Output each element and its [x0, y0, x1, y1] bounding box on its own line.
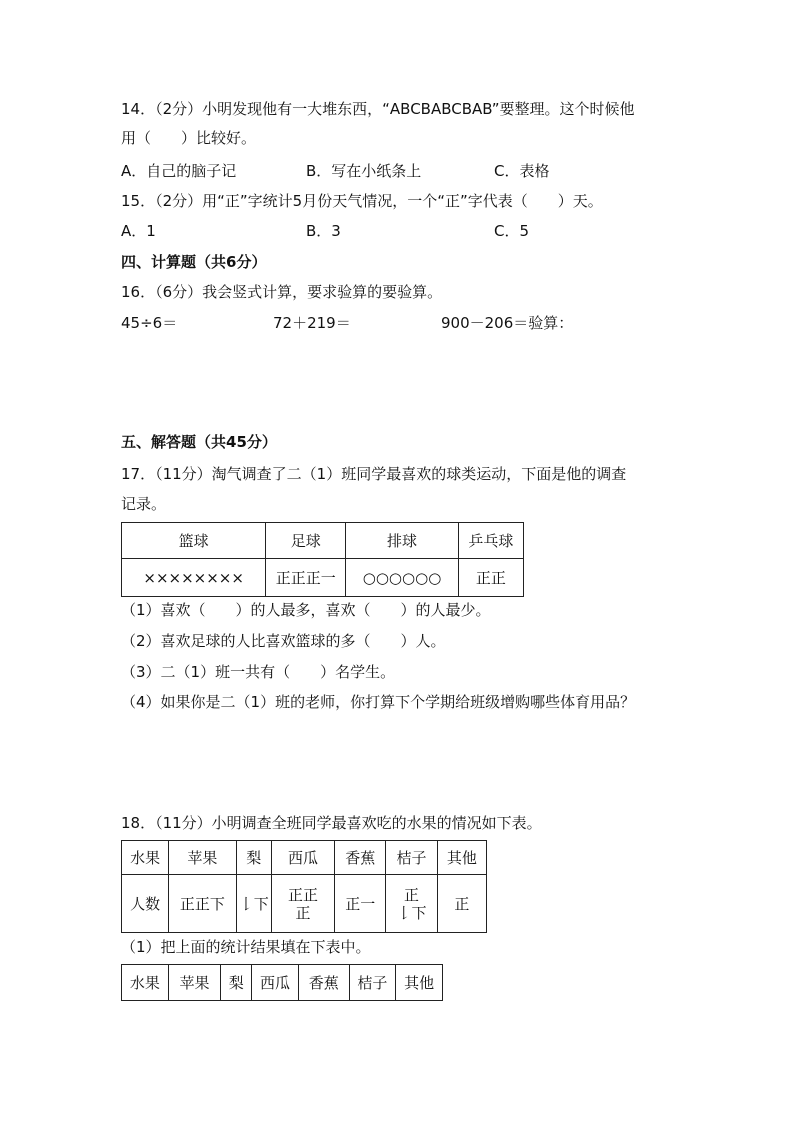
q18-tally-banana: 正一 — [335, 875, 386, 933]
q16-expr-1: 45÷6＝ — [121, 314, 178, 332]
q14-option-c: C．表格 — [494, 162, 550, 180]
q18-tally-apple: 正正下 — [169, 875, 236, 933]
q17-header-volleyball: 排球 — [346, 523, 458, 559]
q18-table2-header-fruit: 水果 — [122, 965, 169, 1001]
q18-header-banana: 香蕉 — [335, 841, 386, 875]
q18-table2-header-watermelon: 西瓜 — [252, 965, 299, 1001]
q17-cell-football: 正正正一 — [266, 559, 346, 597]
q18-table2-header-other: 其他 — [396, 965, 443, 1001]
q17-header-basketball: 篮球 — [122, 523, 266, 559]
q14-option-b: B．写在小纸条上 — [306, 162, 422, 180]
q18-table2-header-banana: 香蕉 — [298, 965, 349, 1001]
q18-header-fruit: 水果 — [122, 841, 169, 875]
q18-sub-1: （1）把上面的统计结果填在下表中。 — [121, 938, 371, 956]
q17-table — [121, 522, 524, 597]
q18-table2-header-apple: 苹果 — [168, 965, 221, 1001]
q17-table-header-row — [122, 523, 524, 559]
q16-line1: 16．（6分）我会竖式计算，要求验算的要验算。 — [121, 283, 443, 301]
q18-table2-header-row — [122, 965, 443, 1001]
q17-line2: 记录。 — [121, 495, 167, 513]
q17-table-data-row — [122, 559, 524, 597]
q18-header-pear: 梨 — [236, 841, 271, 875]
q16-expr-3: 900－206＝验算： — [441, 314, 574, 332]
q16-expr-2: 72＋219＝ — [273, 314, 351, 332]
q18-header-apple: 苹果 — [169, 841, 236, 875]
q17-cell-pingpong: 正正 — [458, 559, 523, 597]
q18-table-data-row — [122, 875, 487, 933]
q17-header-pingpong: 乒乓球 — [458, 523, 523, 559]
q18-line1: 18．（11分）小明调查全班同学最喜欢吃的水果的情况如下表。 — [121, 814, 542, 832]
q15-line1: 15．（2分）用“正”字统计5月份天气情况，一个“正”字代表（ ）天。 — [121, 192, 603, 210]
q18-tally-other: 正 — [437, 875, 486, 933]
q14-option-a: A．自己的脑子记 — [121, 162, 237, 180]
q17-sub-3: （3）二（1）班一共有（ ）名学生。 — [121, 663, 396, 681]
section5-title: 五、解答题（共45分） — [121, 433, 277, 451]
q15-option-a: A．1 — [121, 222, 156, 240]
q18-tally-watermelon: 正正 正 — [271, 875, 334, 933]
q18-header-watermelon: 西瓜 — [271, 841, 334, 875]
q17-line1: 17．（11分）淘气调查了二（1）班同学最喜欢的球类运动，下面是他的调查 — [121, 465, 627, 483]
q14-line2: 用（ ）比较好。 — [121, 129, 257, 147]
q14-line1: 14．（2分）小明发现他有一大堆东西，“ABCBABCBAB”要整理。这个时候他 — [121, 100, 635, 118]
q18-tally-orange: 正 𠄌下 — [386, 875, 437, 933]
q15-option-b: B．3 — [306, 222, 341, 240]
q18-table2-header-orange: 桔子 — [349, 965, 396, 1001]
q17-sub-4: （4）如果你是二（1）班的老师，你打算下个学期给班级增购哪些体育用品？ — [121, 693, 636, 711]
q15-option-c: C．5 — [494, 222, 530, 240]
q17-header-football: 足球 — [266, 523, 346, 559]
q17-cell-volleyball: ○○○○○○ — [346, 559, 458, 597]
q18-header-other: 其他 — [437, 841, 486, 875]
q18-header-orange: 桔子 — [386, 841, 437, 875]
q18-table2 — [121, 964, 443, 1001]
q17-sub-1: （1）喜欢（ ）的人最多，喜欢（ ）的人最少。 — [121, 601, 491, 619]
q17-cell-basketball: ×××××××× — [122, 559, 266, 597]
q18-table — [121, 840, 487, 933]
q18-table-header-row — [122, 841, 487, 875]
q18-row-label: 人数 — [122, 875, 169, 933]
q18-tally-pear: 𠄌下 — [236, 875, 271, 933]
section4-title: 四、计算题（共6分） — [121, 253, 267, 271]
q18-table2-header-pear: 梨 — [221, 965, 252, 1001]
q17-sub-2: （2）喜欢足球的人比喜欢篮球的多（ ）人。 — [121, 632, 446, 650]
